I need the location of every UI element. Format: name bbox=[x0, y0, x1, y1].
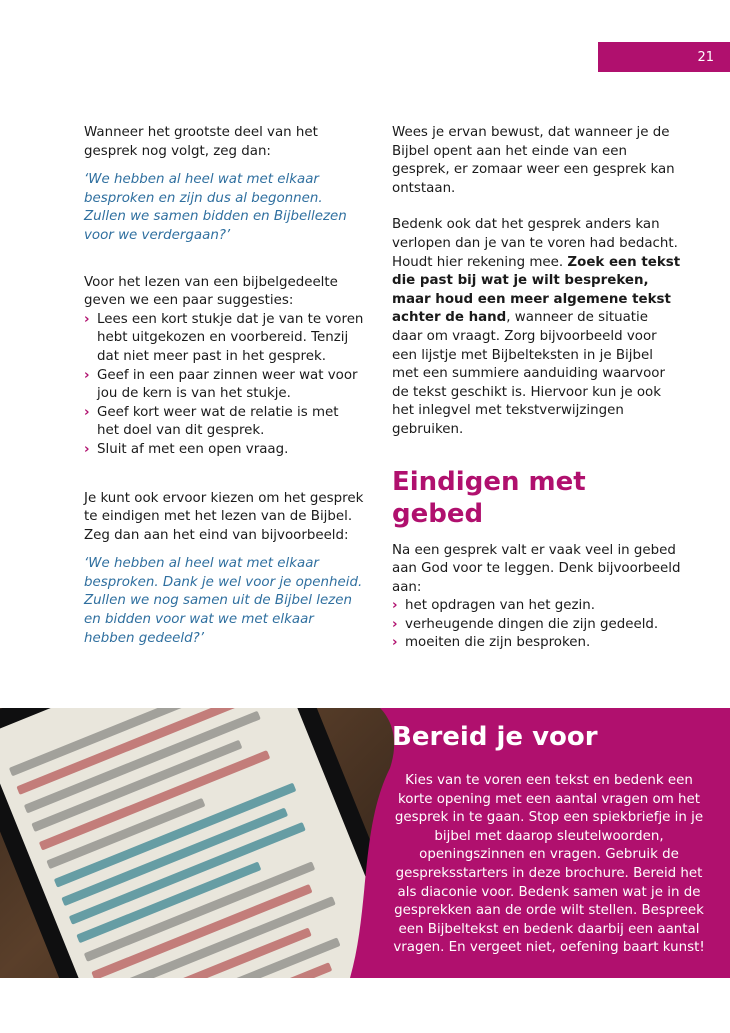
list-item: › Geef kort weer wat de relatie is met het doel van dit gesprek. bbox=[84, 404, 339, 439]
chevron-right-icon: › bbox=[392, 635, 398, 651]
chevron-right-icon: › bbox=[84, 311, 90, 327]
prayer-list bbox=[392, 597, 682, 653]
list-item: › verheugende dingen die zijn gedeeld. bbox=[392, 616, 682, 635]
suggestion-list bbox=[84, 311, 364, 460]
quote-begin-prayer: ‘We hebben al heel wat met elkaar besproken en zijn dus al begonnen. Zullen we samen bidden en Bijbellezen voor we verdergaan?’ bbox=[84, 172, 347, 243]
phone-screen bbox=[0, 708, 399, 978]
prayer-intro: Na een gesprek valt er vaak veel in gebed aan God voor te leggen. Denk bijvoorbeeld aan: bbox=[392, 542, 681, 595]
list-item: › moeiten die zijn besproken. bbox=[392, 634, 682, 653]
page-number: 21 bbox=[598, 42, 730, 72]
chevron-right-icon: › bbox=[84, 367, 90, 383]
smartphone-image bbox=[0, 708, 400, 978]
chevron-right-icon: › bbox=[392, 616, 398, 632]
list-item: › Sluit af met een open vraag. bbox=[84, 441, 364, 460]
list-item: › het opdragen van het gezin. bbox=[392, 597, 682, 616]
list-item: › Geef in een paar zinnen weer wat voor jou de kern is van het stukje. bbox=[84, 367, 358, 402]
right-column bbox=[392, 124, 682, 653]
banner-text: Kies van te voren een tekst en bedenk een korte opening met een aantal vragen om het gesprek in te gaan. Stop een spiekbriefje in je bijbel met daarop sleutelwoorden, openingszinnen en vragen. Gebruik de gespreksstarters in deze brochure. Bereid het als diaconie voor. Bedenk samen wat je in de gesprekken aan de orde wilt stellen. Bespreek een Bijbeltekst en bedenk daarbij een aantal vragen. En vergeet niet, oefening baart kunst! bbox=[393, 773, 705, 956]
text-choice-paragraph: Bedenk ook dat het gesprek anders kan verlopen dan je van te voren had bedacht. Houdt hier rekening mee. Zoek een tekst die past bij wat je wilt bespreken, maar houd een meer algemene tekst achter de hand, wanneer de situatie daar om vraagt. Zorg bijvoorbeeld voor een lijstje met Bijbelteksten in je Bijbel met een summiere aanduiding waarvoor de tekst geschikt is. Hiervoor kun je ook het inlegvel met tekstverwijzingen gebruiken. bbox=[392, 217, 681, 437]
intro-paragraph: Wanneer het grootste deel van het gesprek nog volgt, zeg dan: bbox=[84, 125, 318, 159]
bible-opening-paragraph: Wees je ervan bewust, dat wanneer je de Bijbel opent aan het einde van een gesprek, er zomaar weer een gesprek kan ontstaan. bbox=[392, 125, 675, 196]
bold-advice: Zoek een tekst die past bij wat je wilt bespreken, maar houd een meer algemene tekst achter de hand bbox=[392, 254, 681, 326]
list-item: › Lees een kort stukje dat je van te voren hebt uitgekozen en voorbereid. Tenzij dat niet meer past in het gesprek. bbox=[84, 311, 364, 364]
chevron-right-icon: › bbox=[84, 441, 90, 457]
chevron-right-icon: › bbox=[392, 598, 398, 614]
section-heading: Eindigen met gebed bbox=[392, 466, 586, 529]
prepare-banner bbox=[0, 708, 730, 978]
phone-bible-photo bbox=[0, 708, 400, 978]
reading-intro: Voor het lezen van een bijbelgedeelte geven we een paar suggesties: bbox=[84, 274, 338, 309]
banner-title: Bereid je voor bbox=[392, 722, 598, 752]
quote-end-reading: ‘We hebben al heel wat met elkaar besproken. Dank je wel voor je openheid. Zullen we nog samen uit de Bijbel lezen en bidden voor wat we met elkaar hebben gedeeld?’ bbox=[84, 556, 363, 646]
chevron-right-icon: › bbox=[84, 404, 90, 420]
end-intro: Je kunt ook ervoor kiezen om het gesprek te eindigen met het lezen van de Bijbel. Zeg dan aan het eind van bijvoorbeeld: bbox=[84, 490, 364, 543]
left-column bbox=[84, 124, 364, 648]
